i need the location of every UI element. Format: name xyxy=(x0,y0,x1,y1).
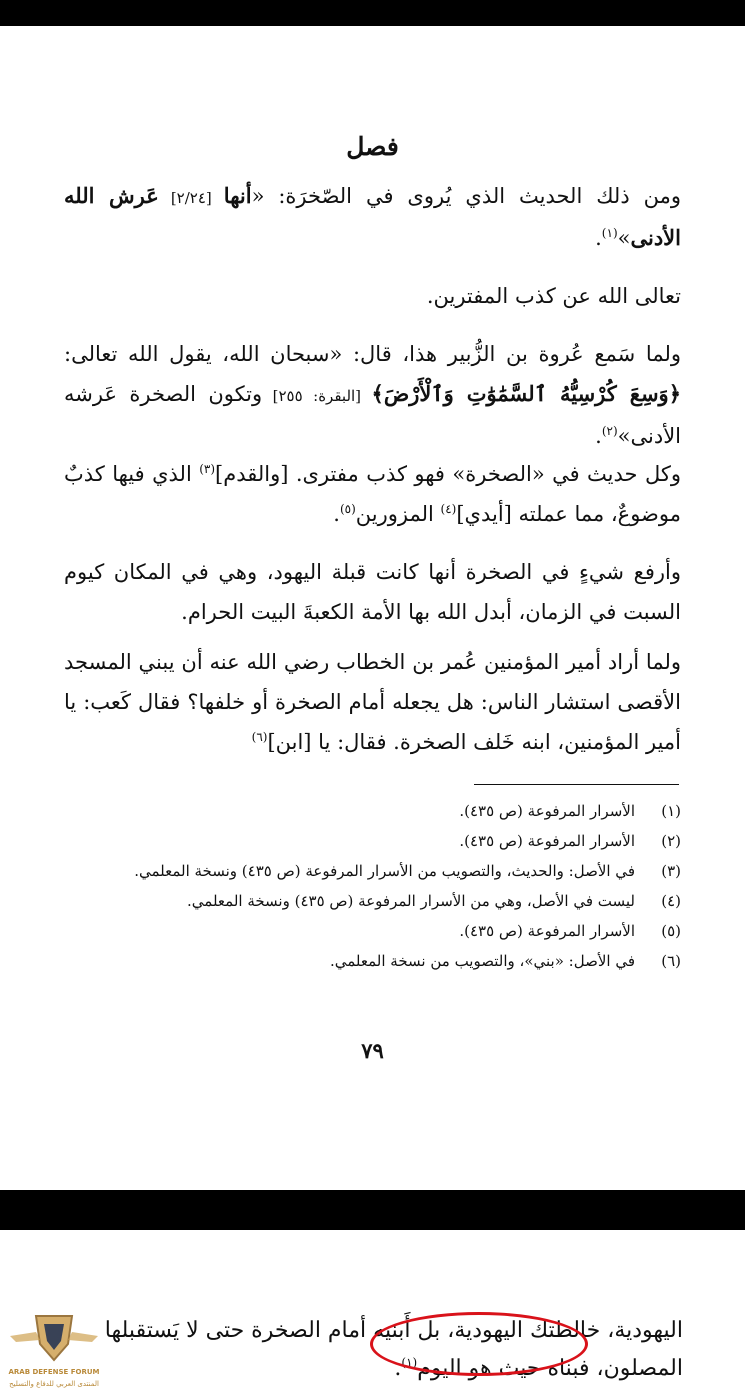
footnote-ref-2: (٢) xyxy=(601,424,618,438)
footnote-item: (٣) في الأصل: والحديث، والتصويب من الأسرار المرفوعة (ص ٤٣٥) ونسخة المعلمي. xyxy=(134,862,681,880)
footnote-ref-5: (٥) xyxy=(339,502,356,516)
footnote-ref-1: (١) xyxy=(601,226,618,240)
watermark-title: ARAB DEFENSE FORUM xyxy=(8,1368,100,1376)
footnote-item: (١) الأسرار المرفوعة (ص ٤٣٥). xyxy=(459,802,681,820)
forum-watermark-logo xyxy=(6,1310,102,1396)
paragraph-exalted: تعالى الله عن كذب المفترين. xyxy=(426,284,681,308)
section-heading: فصل xyxy=(346,132,399,161)
footnote-separator xyxy=(474,784,679,785)
footnote-ref-3: (٣) xyxy=(199,462,216,476)
shield-emblem-icon xyxy=(6,1310,102,1370)
watermark-subtitle: المنتدى العربي للدفاع والتسليح xyxy=(9,1380,99,1388)
footnote-item: (٤) ليست في الأصل، وهي من الأسرار المرفوعة (ص ٤٣٥) ونسخة المعلمي. xyxy=(187,892,681,910)
next-page-excerpt xyxy=(0,1232,745,1396)
footnote-item: (٢) الأسرار المرفوعة (ص ٤٣٥). xyxy=(459,832,681,850)
middle-black-band xyxy=(0,1190,745,1230)
paragraph-umar: ولما أراد أمير المؤمنين عُمر بن الخطاب رضي الله عنه أن يبني المسجد الأقصى استشار الناس: هل يجعله أمام الصخرة أو خلفها؟ فقال كَعب: يا أمير المؤمنين، ابنه خَلف الصخرة. فقال: يا [ابن]$^{(٦)}$ xyxy=(64,650,681,754)
page-number: ٧٩ xyxy=(361,1038,384,1063)
quran-verse: ﴿وَسِعَ كُرْسِيُّهُ ٱلسَّمَٰوَٰتِ وَٱلْأَرْضَ﴾ xyxy=(371,381,681,406)
paragraph-rock-hadith: ومن ذلك الحديث الذي يُروى في الصّخرَة: «أنها [٢/٢٤] عَرش الله الأدنى»$^{(١)}$. xyxy=(64,183,681,250)
paragraph-qibla: وأرفع شيءٍ في الصخرة أنها كانت قبلة اليهود، وهي في المكان كيوم السبت في الزمان، أبدل الله بها الأمة الكعبةَ البيت الحرام. xyxy=(64,560,681,624)
highlighted-phrase: فبناه حيث هو اليوم xyxy=(417,1356,590,1381)
paragraph-every-hadith: وكل حديث في «الصخرة» فهو كذب مفترى. [والقدم]$^{(٣)}$ الذي فيها كذبٌ موضوعٌ، مما عملته [أيدي]$^{(٤)}$ المزورين$^{(٥)}$. xyxy=(64,462,681,526)
continued-paragraph: اليهودية، خالطتك اليهودية، بل أَبنيه أمام الصخرة حتى لا يَستقبلها المصلون، فبناه حيث هو اليوم$^{(١)}$. xyxy=(104,1318,683,1381)
top-black-band xyxy=(0,0,745,26)
paragraph-urwa: ولما سَمع عُروة بن الزُّبير هذا، قال: «سبحان الله، يقول الله تعالى: ﴿وَسِعَ كُرْسِيُّهُ ٱلسَّمَٰوَٰتِ وَٱلْأَرْضَ﴾ [البقرة: ٢٥٥] وتكون الصخرة عَرشه الأدنى»$^{(٢)}$. xyxy=(64,342,681,448)
footnote-item: (٥) الأسرار المرفوعة (ص ٤٣٥). xyxy=(459,922,681,940)
book-page xyxy=(0,26,745,1190)
footnote-ref-6: (٦) xyxy=(251,730,268,744)
red-annotation-circle xyxy=(370,1312,588,1376)
footnotes xyxy=(64,796,681,976)
footnote-ref-4: (٤) xyxy=(440,502,457,516)
footnote-item: (٦) في الأصل: «بني»، والتصويب من نسخة المعلمي. xyxy=(329,952,681,970)
